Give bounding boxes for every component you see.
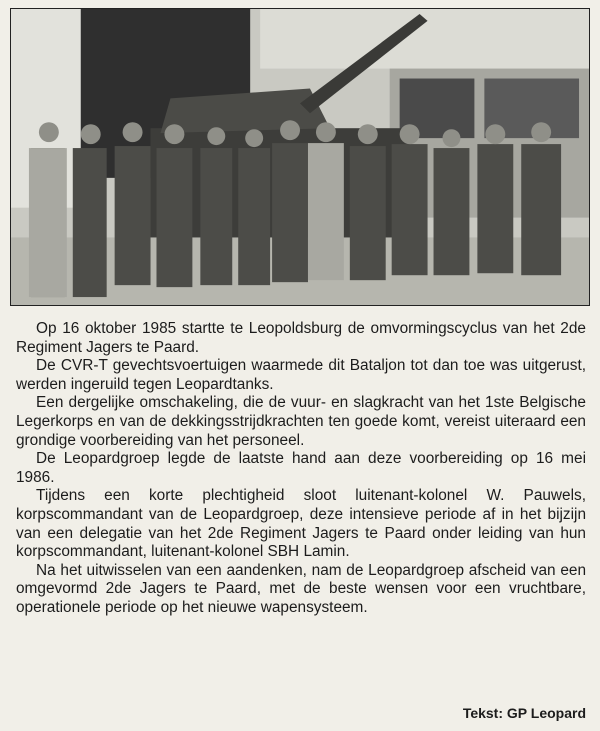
paragraph: Een dergelijke omschakeling, die de vuur- en slagkracht van het 1ste Belgische Legerkorps en van de dekkingsstrijdkrachten ten goede komt, vereist uiteraard een grondige voorbereiding van het personeel. [16, 394, 586, 449]
paragraph: Op 16 oktober 1985 startte te Leopoldsburg de omvormingscyclus van het 2de Regiment Jagers te Paard. [16, 320, 586, 356]
group-photo-image [11, 9, 589, 305]
paragraph: Na het uitwisselen van een aandenken, nam de Leopardgroep afscheid van een omgevormd 2de Jagers te Paard, met de beste wensen voor een vruchtbare, operationele periode op het nieuwe wapensysteem. [16, 561, 586, 616]
article-body [16, 320, 586, 618]
group-photo [10, 8, 590, 306]
text-credit: Tekst: GP Leopard [462, 705, 586, 721]
paragraph: De CVR-T gevechtsvoertuigen waarmede dit Bataljon tot dan toe was uitgerust, werden ingeruild tegen Leopardtanks. [16, 357, 586, 393]
paragraph: De Leopardgroep legde de laatste hand aan deze voorbereiding op 16 mei 1986. [16, 450, 586, 486]
paragraph: Tijdens een korte plechtigheid sloot luitenant-kolonel W. Pauwels, korpscommandant van de Leopardgroep, deze intensieve periode af in het bijzijn van een delegatie van het 2de Regiment Jagers te Paard onder leiding van hun korpscommandant, luitenant-kolonel SBH Lamin. [16, 487, 586, 561]
